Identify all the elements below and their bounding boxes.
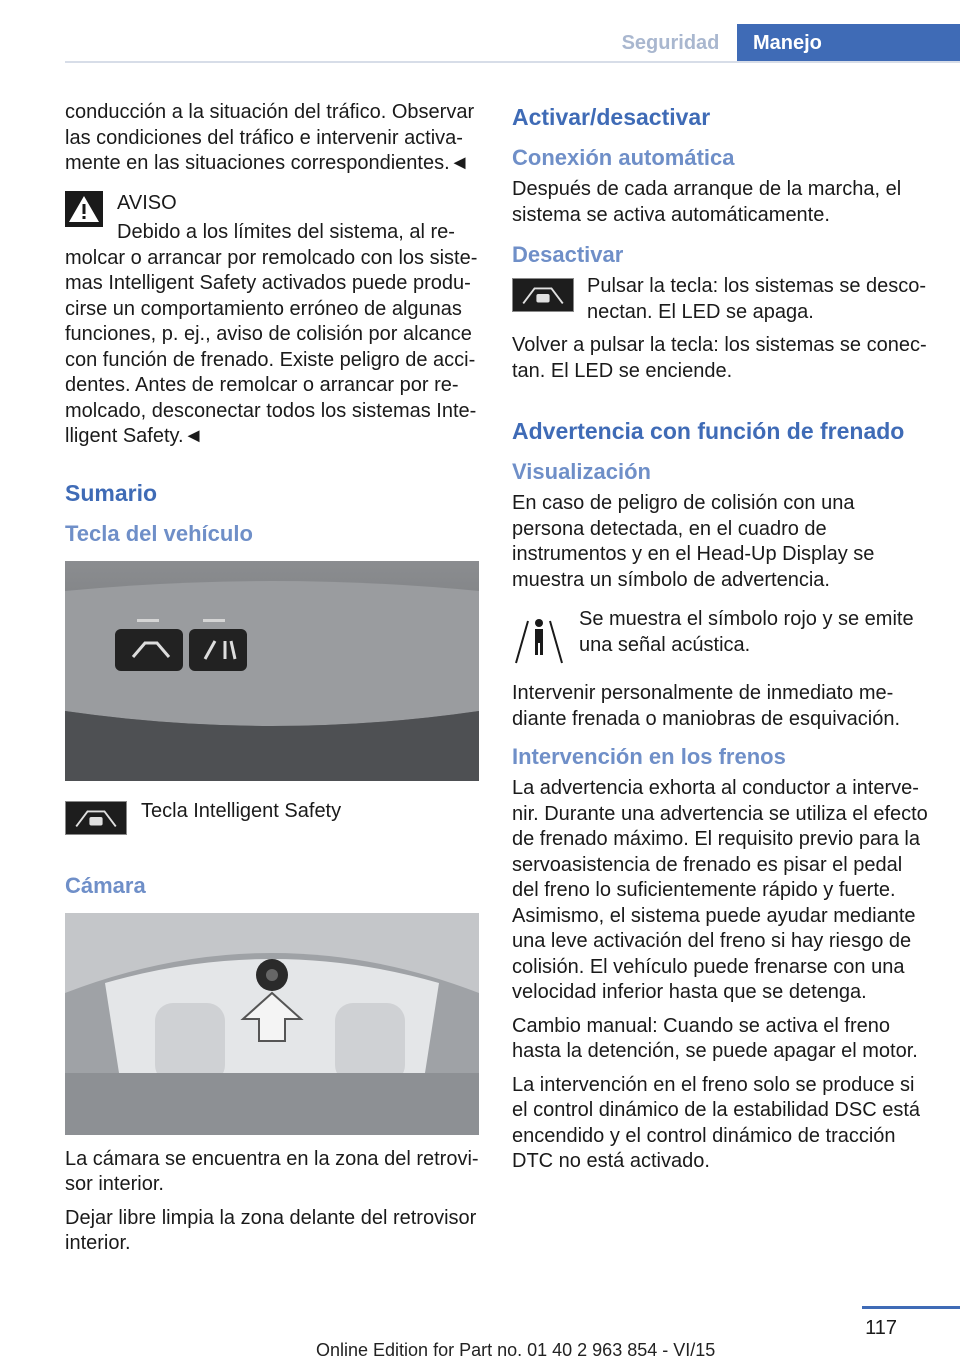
tab-manejo[interactable]: Manejo [737, 24, 960, 62]
intelligent-safety-button-icon [512, 278, 574, 312]
header-rule [65, 61, 960, 63]
visual-paragraph: En caso de peligro de colisión con una persona detectada, en el cuadro de instrumentos y en el Head-Up Display se muestra un símbolo de advertencia. [512, 492, 875, 591]
button-caption: Tecla Intelligent Safety [141, 799, 342, 822]
camera-photo [65, 913, 479, 1135]
frenos-paragraph-2: Cambio manual: Cuando se activa el freno hasta la detención, se puede apagar el motor. [512, 1014, 918, 1062]
pedestrian-row [512, 607, 932, 671]
camara-paragraph-1: La cámara se encuentra en la zona del retrovi-sor interior. [65, 1147, 479, 1195]
desactivar-row [512, 274, 932, 325]
pedestrian-warning-icon [512, 609, 566, 665]
left-column [65, 100, 479, 1265]
edition-footer: Online Edition for Part no. 01 40 2 963 854 - VI/15 [316, 1340, 716, 1360]
warning-title: AVISO [117, 191, 177, 214]
intervenir-paragraph: Intervenir personalmente de inmediato me-diante frenada o maniobras de esquivación. [512, 682, 901, 730]
button-caption-row [65, 797, 479, 841]
intro-paragraph: conducción a la situación del tráfico. Observar las condiciones del tráfico e intervenir activa-mente en las situaciones correspondientes.◄ [65, 101, 475, 174]
heading-desactivar: Desactivar [512, 242, 624, 267]
camara-paragraph-2: Dejar libre limpia la zona delante del retrovisor interior. [65, 1206, 477, 1254]
heading-advertencia: Advertencia con función de frenado [512, 418, 905, 444]
frenos-paragraph-1: La advertencia exhorta al conductor a interve-nir. Durante una advertencia se utiliza el efecto de frenado máximo. El requisito previo para la servoasistencia de frenado es pisar el pedal del freno lo suficientemente rápido y fuerte. Asimismo, el sistema puede ayudar mediante una leve activación del freno si hay riesgo de colisión. El vehículo puede frenarse con una velocidad inferior hasta que se detenga. [512, 777, 928, 1003]
right-column [512, 100, 932, 1183]
tab-seguridad[interactable]: Seguridad [621, 32, 720, 54]
footer-rule [862, 1306, 960, 1309]
warning-block [65, 191, 479, 450]
heading-tecla: Tecla del vehículo [65, 520, 253, 546]
heading-conexion: Conexión automática [512, 145, 735, 170]
heading-visualizacion: Visualización [512, 459, 651, 484]
heading-intervencion: Intervención en los frenos [512, 744, 786, 769]
heading-sumario: Sumario [65, 479, 158, 506]
volver-paragraph: Volver a pulsar la tecla: los sistemas se conec-tan. El LED se enciende. [512, 334, 927, 382]
frenos-paragraph-3: La intervención en el freno solo se produce si el control dinámico de la estabilidad DSC está encendido y el control dinámico de tracción DTC no está activado. [512, 1073, 920, 1172]
heading-camara: Cámara [65, 872, 146, 898]
warning-text: Debido a los límites del sistema, al re-molcar o arrancar por remolcado con los siste-mas Intelligent Safety activados puede produ-cirse un comportamiento erróneo de algunas funciones, p. ej., aviso de colisión por alcance con función de frenado. Existe peligro de acci-dentes. Antes de remolcar o arrancar por re-molcado, desconectar todos los sistemas Inte-lligent Safety.◄ [65, 221, 478, 447]
pulsar-paragraph: Pulsar la tecla: los sistemas se desco-nectan. El LED se apaga. [587, 275, 927, 323]
warning-triangle-icon [65, 191, 103, 227]
conexion-paragraph: Después de cada arranque de la marcha, el sistema se activa automáticamente. [512, 178, 902, 226]
intelligent-safety-button-icon [65, 801, 127, 835]
simbolo-paragraph: Se muestra el símbolo rojo y se emite una señal acústica. [579, 608, 914, 656]
page-number: 117 [865, 1317, 897, 1339]
heading-activar: Activar/desactivar [512, 104, 711, 130]
vehicle-button-photo [65, 561, 479, 781]
